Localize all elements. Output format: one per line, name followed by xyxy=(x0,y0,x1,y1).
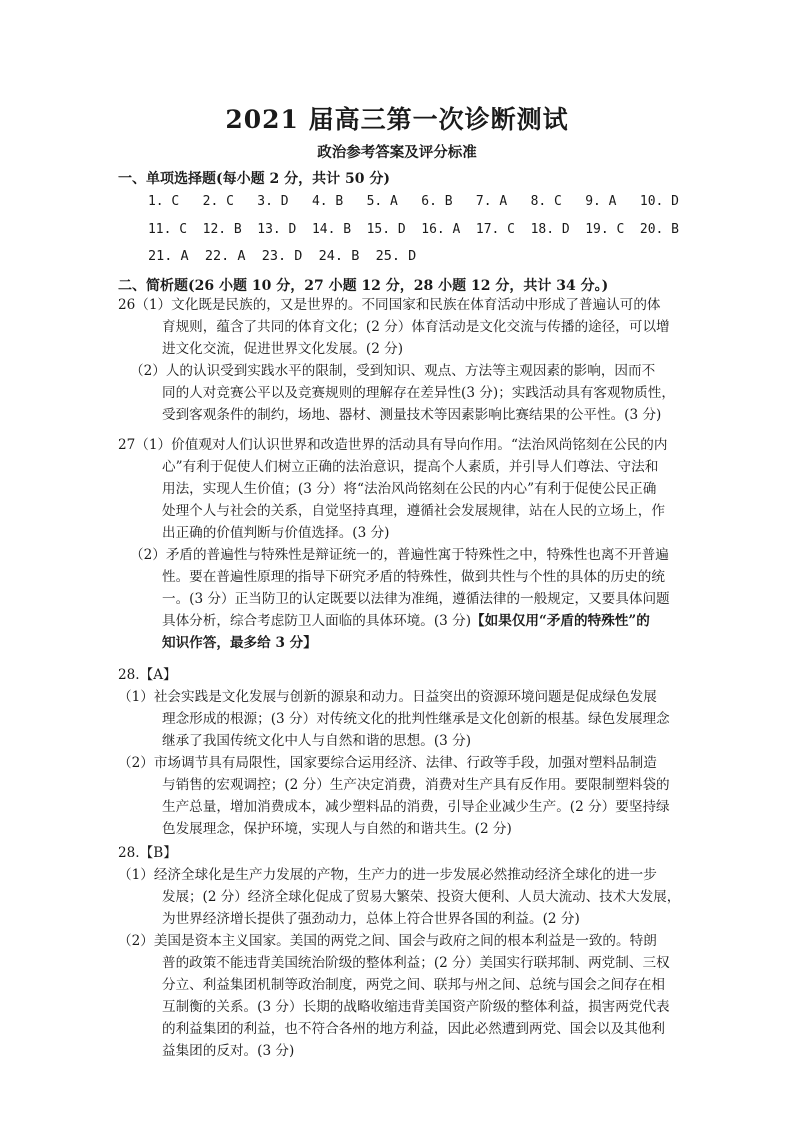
q28b-heading: 28.【B】 xyxy=(118,845,177,861)
q28b-line: 分立、利益集团机制等政治制度，两党之间、联邦与州之间、总统与国会之间存在相 xyxy=(162,977,665,993)
q27-scoring-note: 知识作答，最多给 3 分】 xyxy=(162,635,317,651)
q28a-line: 继承了我国传统文化中人与自然和谐的思想。(3 分) xyxy=(162,733,472,749)
q28b-line: 为世界经济增长提供了强劲动力，总体上符合世界各国的利益。(2 分) xyxy=(162,911,580,927)
q28b-line: 益集团的反对。(3 分) xyxy=(162,1043,295,1059)
q27-line xyxy=(162,610,650,632)
q28b-line: （2）美国是资本主义国家。美国的两党之间、国会与政府之间的根本利益是一致的。特朗 xyxy=(118,933,657,949)
q26-line: 同的人对竞赛公平以及竞赛规则的理解存在差异性(3 分)；实践活动具有客观物质性， xyxy=(162,385,675,401)
q28b-line: 发展；(2 分）经济全球化促成了贸易大繁荣、投资大便利、人员大流动、技术大发展， xyxy=(162,889,681,905)
q26-line: 26（1）文化既是民族的，又是世界的。不同国家和民族在体育活动中形成了普遍认可的体 xyxy=(118,297,661,313)
q28b-line: （1）经济全球化是生产力发展的产物，生产力的进一步发展必然推动经济全球化的进一步 xyxy=(118,867,657,883)
q28b-line: 的利益集团的利益，也不符合各州的地方利益，因此必然遭到两党、国会以及其他利 xyxy=(162,1021,665,1037)
q26-line: 受到客观条件的制约，场地、器材、测量技术等因素影响比赛结果的公平性。(3 分) xyxy=(162,407,662,423)
q27-line: 处理个人与社会的关系，自觉坚持真理，遵循社会发展规律，站在人民的立场上，作 xyxy=(162,503,665,519)
q27-line: 心”有利于促使人们树立正确的法治意识，提高个人素质，并引导人们尊法、守法和 xyxy=(162,459,659,475)
q27-line-text: 具体分析，综合考虑防卫人面临的具体环境。(3 分) xyxy=(162,613,472,629)
q28a-line: 理念形成的根源；(3 分）对传统文化的批判性继承是文化创新的根基。绿色发展理念 xyxy=(162,711,670,727)
page-title: 2021 届高三第一次诊断测试 xyxy=(225,105,569,134)
q27-line: （2）矛盾的普遍性与特殊性是辩证统一的，普遍性寓于特殊性之中，特殊性也离不开普遍 xyxy=(130,547,669,563)
q26-line: （2）人的认识受到实践水平的限制，受到知识、观点、方法等主观因素的影响，因而不 xyxy=(130,363,656,379)
q28a-line: （1）社会实践是文化发展与创新的源泉和动力。日益突出的资源环境问题是促成绿色发展 xyxy=(118,689,657,705)
section1-heading: 一、单项选择题(每小题 2 分，共计 50 分) xyxy=(118,171,390,187)
q27-line: 性。要在普遍性原理的指导下研究矛盾的特殊性，做到共性与个性的具体的历史的统 xyxy=(162,569,665,585)
page-subtitle: 政治参考答案及评分标准 xyxy=(317,144,477,161)
mc-answers-row-3: 21. A 22. A 23. D 24. B 25. D xyxy=(148,248,417,264)
q26-line: 进文化交流，促进世界文化发展。(2 分) xyxy=(162,341,404,357)
q27-line: 用法，实现人生价值；(3 分）将“法治风尚铭刻在公民的内心”有利于促使公民正确 xyxy=(162,481,657,497)
q28a-line: 与销售的宏观调控；(2 分）生产决定消费，消费对生产具有反作用。要限制塑料袋的 xyxy=(162,777,670,793)
q27-line: 出正确的价值判断与价值选择。(3 分) xyxy=(162,525,390,541)
q28a-line: （2）市场调节具有局限性，国家要综合运用经济、法律、行政等手段，加强对塑料品制造 xyxy=(118,755,657,771)
q27-line: 27（1）价值观对人们认识世界和改造世界的活动具有导向作用。“法治风尚铭刻在公民的内 xyxy=(118,437,668,453)
q28a-heading: 28.【A】 xyxy=(118,667,177,683)
q26-line: 育规则，蕴含了共同的体育文化；(2 分）体育活动是文化交流与传播的途径，可以增 xyxy=(162,319,670,335)
mc-answers-row-1: 1. C 2. C 3. D 4. B 5. A 6. B 7. A 8. C 9. A 10. D xyxy=(148,194,679,209)
section2-heading: 二、简析题(26 小题 10 分，27 小题 12 分，28 小题 12 分，共计 34 分。) xyxy=(118,278,609,294)
q28a-line: 色发展理念，保护环境，实现人与自然的和谐共生。(2 分) xyxy=(162,821,512,837)
q27-line: 一。(3 分）正当防卫的认定既要以法律为准绳，遵循法律的一般规定，又要具体问题 xyxy=(162,591,670,607)
q28b-line: 互制衡的关系。(3 分）长期的战略收缩违背美国资产阶级的整体利益，损害两党代表 xyxy=(162,999,670,1015)
mc-answers-row-2: 11. C 12. B 13. D 14. B 15. D 16. A 17. C 18. D 19. C 20. B xyxy=(148,222,679,237)
q27-scoring-note: 【如果仅用“矛盾的特殊性”的 xyxy=(471,613,650,629)
q28b-line: 普的政策不能违背美国统治阶级的整体利益；(2 分）美国实行联邦制、两党制、三权 xyxy=(162,955,670,971)
q28a-line: 生产总量，增加消费成本，减少塑料品的消费，引导企业减少生产。(2 分）要坚持绿 xyxy=(162,799,670,815)
